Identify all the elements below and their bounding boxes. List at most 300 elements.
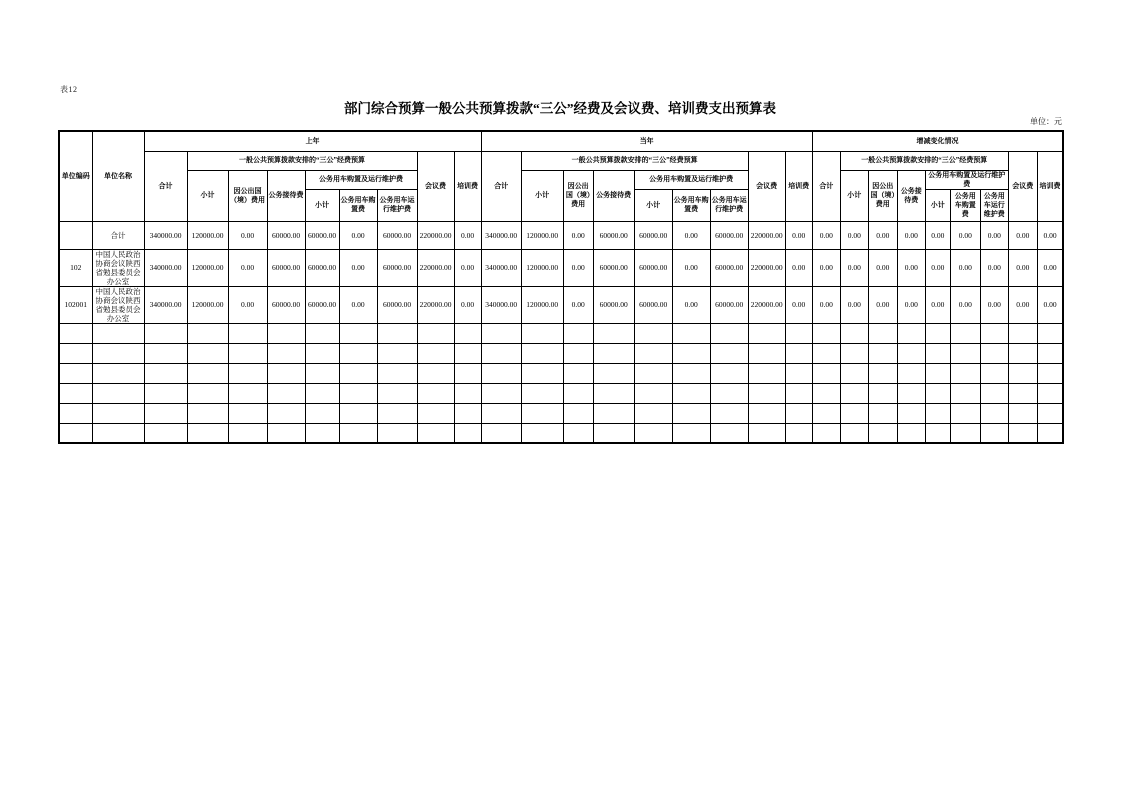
value-cell: 60000.00	[593, 221, 634, 249]
empty-cell	[672, 423, 710, 443]
empty-cell	[228, 323, 267, 343]
empty-cell	[950, 403, 980, 423]
empty-cell	[672, 343, 710, 363]
value-cell: 120000.00	[521, 221, 563, 249]
value-cell: 0.00	[925, 249, 950, 286]
col-header-abroad-fee: 因公出国（境）费用	[228, 170, 267, 221]
empty-cell	[672, 383, 710, 403]
col-header-meeting-fee: 会议费	[748, 151, 785, 221]
empty-cell	[59, 323, 92, 343]
empty-cell	[785, 363, 812, 383]
empty-cell	[710, 343, 748, 363]
value-cell: 220000.00	[748, 221, 785, 249]
value-cell: 340000.00	[481, 221, 521, 249]
empty-cell	[228, 363, 267, 383]
page-title: 部门综合预算一般公共预算拨款“三公”经费及会议费、培训费支出预算表	[344, 101, 776, 116]
unit-note: 单位：元	[1030, 117, 1062, 126]
col-header-subtotal: 小计	[521, 170, 563, 221]
empty-cell	[812, 423, 840, 443]
value-cell: 0.00	[812, 221, 840, 249]
empty-cell	[454, 343, 481, 363]
empty-cell	[785, 403, 812, 423]
empty-table-row	[59, 383, 1063, 403]
group-header-three-public: 一般公共预算拨款安排的“三公”经费预算	[187, 151, 417, 170]
value-cell: 0.00	[980, 221, 1008, 249]
value-cell: 0.00	[1008, 286, 1037, 323]
empty-cell	[868, 383, 897, 403]
empty-cell	[980, 423, 1008, 443]
empty-cell	[144, 383, 187, 403]
value-cell: 0.00	[840, 286, 868, 323]
empty-cell	[454, 383, 481, 403]
value-cell: 0.00	[1037, 249, 1063, 286]
empty-cell	[59, 383, 92, 403]
value-cell: 60000.00	[305, 286, 339, 323]
value-cell: 0.00	[672, 286, 710, 323]
empty-cell	[710, 363, 748, 383]
col-header-subtotal: 小计	[187, 170, 228, 221]
value-cell: 340000.00	[144, 249, 187, 286]
col-header-total: 合计	[481, 151, 521, 221]
col-header-vehicle-purchase: 公务用车购置费	[950, 189, 980, 221]
value-cell: 0.00	[785, 221, 812, 249]
empty-cell	[1008, 403, 1037, 423]
empty-cell	[950, 383, 980, 403]
empty-cell	[228, 343, 267, 363]
value-cell: 0.00	[980, 286, 1008, 323]
col-header-vehicle-subtotal: 小计	[634, 189, 672, 221]
value-cell: 0.00	[228, 286, 267, 323]
col-header-training-fee: 培训费	[785, 151, 812, 221]
empty-cell	[1037, 343, 1063, 363]
col-header-unit-name: 单位名称	[92, 131, 144, 221]
value-cell: 0.00	[1008, 221, 1037, 249]
empty-cell	[59, 343, 92, 363]
empty-cell	[267, 343, 305, 363]
empty-cell	[563, 383, 593, 403]
empty-cell	[812, 383, 840, 403]
empty-cell	[481, 383, 521, 403]
value-cell: 0.00	[950, 221, 980, 249]
col-header-unit-code: 单位编码	[59, 131, 92, 221]
value-cell: 340000.00	[481, 286, 521, 323]
value-cell: 0.00	[563, 221, 593, 249]
value-cell: 0.00	[228, 249, 267, 286]
empty-table-row	[59, 423, 1063, 443]
empty-cell	[92, 363, 144, 383]
budget-table	[58, 130, 1064, 444]
empty-cell	[593, 323, 634, 343]
empty-cell	[634, 383, 672, 403]
empty-cell	[593, 343, 634, 363]
empty-cell	[377, 363, 417, 383]
table-row	[59, 221, 1063, 249]
table-number-label: 表12	[60, 85, 78, 94]
empty-cell	[634, 363, 672, 383]
value-cell: 0.00	[1037, 221, 1063, 249]
col-header-training-fee: 培训费	[1037, 151, 1063, 221]
value-cell: 0.00	[840, 221, 868, 249]
empty-cell	[868, 343, 897, 363]
value-cell: 0.00	[454, 286, 481, 323]
empty-cell	[840, 343, 868, 363]
col-header-vehicle-purchase: 公务用车购置费	[339, 189, 377, 221]
empty-cell	[92, 323, 144, 343]
empty-cell	[481, 323, 521, 343]
unit-code-cell: 102001	[59, 286, 92, 323]
empty-cell	[840, 363, 868, 383]
empty-cell	[481, 423, 521, 443]
empty-cell	[672, 403, 710, 423]
empty-cell	[521, 383, 563, 403]
empty-cell	[267, 403, 305, 423]
empty-cell	[92, 383, 144, 403]
empty-cell	[305, 403, 339, 423]
empty-cell	[92, 403, 144, 423]
empty-cell	[481, 363, 521, 383]
value-cell: 220000.00	[748, 249, 785, 286]
empty-cell	[748, 323, 785, 343]
col-header-vehicle-maintenance: 公务用车运行维护费	[980, 189, 1008, 221]
empty-cell	[377, 383, 417, 403]
empty-cell	[785, 343, 812, 363]
value-cell: 0.00	[897, 249, 925, 286]
empty-cell	[417, 343, 454, 363]
empty-cell	[521, 343, 563, 363]
value-cell: 60000.00	[710, 286, 748, 323]
empty-cell	[267, 423, 305, 443]
empty-cell	[228, 383, 267, 403]
empty-cell	[710, 423, 748, 443]
empty-cell	[710, 323, 748, 343]
empty-cell	[950, 363, 980, 383]
empty-cell	[454, 363, 481, 383]
header-row-groups	[59, 151, 1063, 170]
empty-cell	[187, 363, 228, 383]
empty-cell	[481, 343, 521, 363]
empty-cell	[521, 403, 563, 423]
empty-table-row	[59, 323, 1063, 343]
value-cell: 0.00	[1008, 249, 1037, 286]
value-cell: 0.00	[840, 249, 868, 286]
empty-cell	[748, 403, 785, 423]
col-header-abroad-fee: 因公出国（境）费用	[868, 170, 897, 221]
empty-cell	[748, 363, 785, 383]
value-cell: 120000.00	[521, 249, 563, 286]
col-header-training-fee: 培训费	[454, 151, 481, 221]
section-header-change: 增减变化情况	[812, 131, 1063, 151]
empty-cell	[339, 423, 377, 443]
value-cell: 0.00	[1037, 286, 1063, 323]
empty-cell	[1008, 383, 1037, 403]
empty-cell	[144, 423, 187, 443]
empty-cell	[305, 383, 339, 403]
empty-table-row	[59, 403, 1063, 423]
empty-cell	[563, 403, 593, 423]
value-cell: 340000.00	[144, 221, 187, 249]
empty-cell	[812, 323, 840, 343]
empty-cell	[980, 403, 1008, 423]
empty-cell	[563, 343, 593, 363]
value-cell: 60000.00	[377, 249, 417, 286]
empty-cell	[812, 403, 840, 423]
value-cell: 0.00	[228, 221, 267, 249]
empty-cell	[481, 403, 521, 423]
empty-cell	[1037, 383, 1063, 403]
empty-cell	[1037, 323, 1063, 343]
value-cell: 60000.00	[634, 221, 672, 249]
empty-cell	[925, 323, 950, 343]
empty-cell	[812, 363, 840, 383]
empty-cell	[634, 423, 672, 443]
empty-cell	[980, 363, 1008, 383]
unit-code-cell: 102	[59, 249, 92, 286]
empty-cell	[672, 323, 710, 343]
unit-name-cell: 中国人民政治协商会议陕西省勉县委员会办公室	[92, 286, 144, 323]
empty-cell	[593, 403, 634, 423]
col-header-vehicle-purchase: 公务用车购置费	[672, 189, 710, 221]
value-cell: 60000.00	[710, 221, 748, 249]
group-header-vehicle: 公务用车购置及运行维护费	[634, 170, 748, 189]
empty-cell	[785, 423, 812, 443]
value-cell: 0.00	[812, 249, 840, 286]
empty-cell	[950, 343, 980, 363]
empty-cell	[980, 383, 1008, 403]
empty-cell	[897, 363, 925, 383]
empty-cell	[1008, 323, 1037, 343]
empty-cell	[980, 323, 1008, 343]
empty-cell	[897, 423, 925, 443]
value-cell: 60000.00	[377, 221, 417, 249]
value-cell: 0.00	[339, 286, 377, 323]
value-cell: 0.00	[980, 249, 1008, 286]
empty-cell	[925, 423, 950, 443]
value-cell: 0.00	[454, 221, 481, 249]
empty-cell	[339, 323, 377, 343]
empty-cell	[672, 363, 710, 383]
value-cell: 220000.00	[417, 221, 454, 249]
empty-cell	[521, 363, 563, 383]
value-cell: 60000.00	[267, 249, 305, 286]
empty-cell	[748, 383, 785, 403]
empty-cell	[868, 423, 897, 443]
empty-cell	[634, 323, 672, 343]
unit-name-cell: 中国人民政治协商会议陕西省勉县委员会办公室	[92, 249, 144, 286]
empty-cell	[339, 383, 377, 403]
value-cell: 0.00	[868, 249, 897, 286]
value-cell: 120000.00	[187, 249, 228, 286]
empty-cell	[144, 403, 187, 423]
col-header-vehicle-maintenance: 公务用车运行维护费	[377, 189, 417, 221]
empty-cell	[563, 423, 593, 443]
empty-cell	[897, 403, 925, 423]
empty-cell	[187, 403, 228, 423]
group-header-vehicle: 公务用车购置及运行维护费	[925, 170, 1008, 189]
empty-cell	[144, 343, 187, 363]
empty-cell	[454, 423, 481, 443]
empty-cell	[868, 363, 897, 383]
empty-cell	[377, 403, 417, 423]
empty-cell	[980, 343, 1008, 363]
empty-cell	[59, 403, 92, 423]
col-header-meeting-fee: 会议费	[417, 151, 454, 221]
table-row	[59, 249, 1063, 286]
value-cell: 0.00	[897, 221, 925, 249]
value-cell: 60000.00	[634, 249, 672, 286]
header-row-sections	[59, 131, 1063, 151]
empty-cell	[634, 403, 672, 423]
group-header-vehicle: 公务用车购置及运行维护费	[305, 170, 417, 189]
empty-cell	[417, 383, 454, 403]
col-header-meeting-fee: 会议费	[1008, 151, 1037, 221]
col-header-reception-fee: 公务接待费	[267, 170, 305, 221]
empty-cell	[377, 323, 417, 343]
value-cell: 60000.00	[267, 286, 305, 323]
value-cell: 340000.00	[144, 286, 187, 323]
empty-cell	[144, 363, 187, 383]
col-header-vehicle-subtotal: 小计	[925, 189, 950, 221]
empty-cell	[377, 423, 417, 443]
empty-cell	[785, 383, 812, 403]
group-header-three-public: 一般公共预算拨款安排的“三公”经费预算	[521, 151, 748, 170]
empty-cell	[305, 423, 339, 443]
value-cell: 60000.00	[593, 286, 634, 323]
empty-cell	[417, 323, 454, 343]
empty-cell	[228, 403, 267, 423]
empty-cell	[417, 363, 454, 383]
empty-cell	[187, 343, 228, 363]
empty-cell	[593, 383, 634, 403]
value-cell: 60000.00	[377, 286, 417, 323]
table-row	[59, 286, 1063, 323]
empty-cell	[593, 423, 634, 443]
value-cell: 120000.00	[187, 286, 228, 323]
col-header-reception-fee: 公务接待费	[593, 170, 634, 221]
section-header-last-year: 上年	[144, 131, 481, 151]
empty-cell	[840, 383, 868, 403]
col-header-vehicle-subtotal: 小计	[305, 189, 339, 221]
empty-cell	[925, 383, 950, 403]
value-cell: 0.00	[950, 249, 980, 286]
empty-cell	[785, 323, 812, 343]
col-header-vehicle-maintenance: 公务用车运行维护费	[710, 189, 748, 221]
empty-cell	[897, 343, 925, 363]
unit-code-cell	[59, 221, 92, 249]
value-cell: 60000.00	[634, 286, 672, 323]
empty-cell	[267, 323, 305, 343]
empty-cell	[144, 323, 187, 343]
value-cell: 60000.00	[593, 249, 634, 286]
empty-cell	[267, 383, 305, 403]
empty-cell	[748, 343, 785, 363]
value-cell: 120000.00	[187, 221, 228, 249]
empty-cell	[925, 363, 950, 383]
value-cell: 0.00	[897, 286, 925, 323]
empty-cell	[840, 323, 868, 343]
col-header-subtotal: 小计	[840, 170, 868, 221]
empty-cell	[710, 403, 748, 423]
empty-cell	[267, 363, 305, 383]
value-cell: 0.00	[785, 249, 812, 286]
empty-cell	[305, 323, 339, 343]
empty-cell	[1008, 343, 1037, 363]
empty-table-row	[59, 343, 1063, 363]
header-row-subgroups	[59, 170, 1063, 189]
empty-cell	[339, 363, 377, 383]
empty-cell	[187, 423, 228, 443]
empty-cell	[417, 423, 454, 443]
empty-cell	[187, 323, 228, 343]
unit-name-cell: 合计	[92, 221, 144, 249]
value-cell: 340000.00	[481, 249, 521, 286]
empty-cell	[593, 363, 634, 383]
empty-cell	[925, 403, 950, 423]
empty-cell	[1037, 363, 1063, 383]
empty-cell	[897, 383, 925, 403]
value-cell: 0.00	[339, 221, 377, 249]
section-header-current-year: 当年	[481, 131, 812, 151]
value-cell: 60000.00	[305, 249, 339, 286]
empty-cell	[868, 403, 897, 423]
empty-cell	[454, 323, 481, 343]
value-cell: 0.00	[950, 286, 980, 323]
empty-cell	[1008, 363, 1037, 383]
value-cell: 0.00	[812, 286, 840, 323]
col-header-reception-fee: 公务接待费	[897, 170, 925, 221]
empty-cell	[92, 343, 144, 363]
empty-cell	[521, 323, 563, 343]
empty-cell	[454, 403, 481, 423]
col-header-total: 合计	[144, 151, 187, 221]
empty-cell	[59, 423, 92, 443]
empty-table-row	[59, 363, 1063, 383]
empty-cell	[563, 363, 593, 383]
empty-cell	[417, 403, 454, 423]
value-cell: 220000.00	[417, 249, 454, 286]
empty-cell	[563, 323, 593, 343]
value-cell: 0.00	[785, 286, 812, 323]
empty-cell	[305, 363, 339, 383]
empty-cell	[840, 403, 868, 423]
value-cell: 0.00	[563, 286, 593, 323]
empty-cell	[59, 363, 92, 383]
value-cell: 60000.00	[267, 221, 305, 249]
empty-cell	[187, 383, 228, 403]
value-cell: 0.00	[672, 221, 710, 249]
value-cell: 0.00	[563, 249, 593, 286]
value-cell: 0.00	[925, 221, 950, 249]
empty-cell	[840, 423, 868, 443]
empty-cell	[305, 343, 339, 363]
col-header-total: 合计	[812, 151, 840, 221]
empty-cell	[339, 403, 377, 423]
empty-cell	[377, 343, 417, 363]
empty-cell	[950, 323, 980, 343]
value-cell: 0.00	[339, 249, 377, 286]
value-cell: 0.00	[925, 286, 950, 323]
empty-cell	[1008, 423, 1037, 443]
value-cell: 0.00	[454, 249, 481, 286]
empty-cell	[228, 423, 267, 443]
value-cell: 220000.00	[417, 286, 454, 323]
value-cell: 60000.00	[710, 249, 748, 286]
value-cell: 60000.00	[305, 221, 339, 249]
group-header-three-public: 一般公共预算拨款安排的“三公”经费预算	[840, 151, 1008, 170]
empty-cell	[1037, 423, 1063, 443]
empty-cell	[710, 383, 748, 403]
value-cell: 0.00	[868, 286, 897, 323]
empty-cell	[748, 423, 785, 443]
